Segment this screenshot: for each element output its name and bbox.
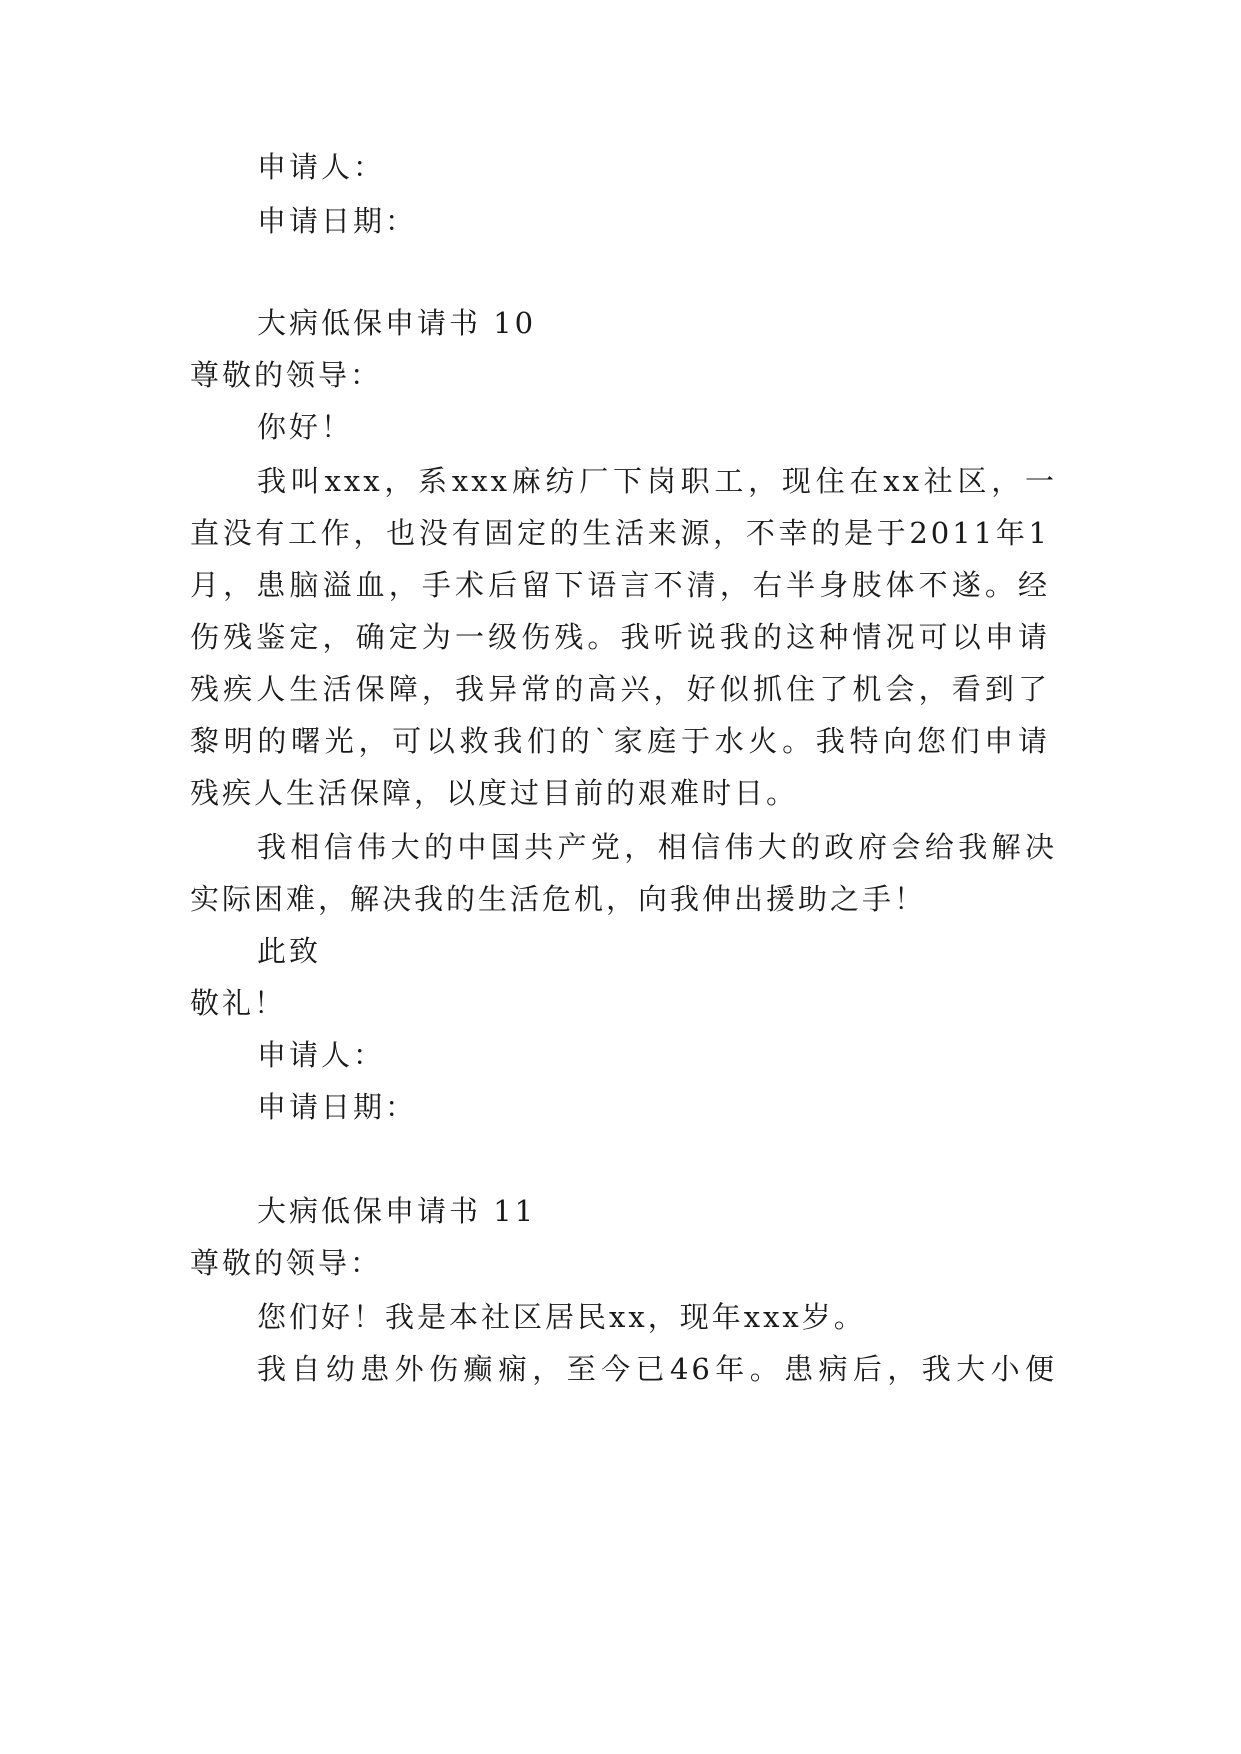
application-date-label: 申请日期： [257,204,418,238]
applicant-label: 申请人： [257,150,386,184]
body-line: 实际困难，解决我的生活危机，向我伸出援助之手！ [190,882,927,916]
body-line: 残疾人生活保障，我异常的高兴，好似抓住了机会，看到了 [190,672,1050,706]
section-heading: 大病低保申请书 11 [257,1194,537,1228]
applicant-label: 申请人： [257,1038,386,1072]
body-line: 我叫xxx，系xxx麻纺厂下岗职工，现住在xx社区，一 [257,464,1057,498]
body-line: 您们好！我是本社区居民xx，现年xxx岁。 [257,1300,866,1334]
body-line: 月，患脑溢血，手术后留下语言不清，右半身肢体不遂。经 [190,568,1050,602]
body-line: 我相信伟大的中国共产党，相信伟大的政府会给我解决 [257,830,1057,864]
body-line: 我自幼患外伤癫痫，至今已46年。患病后，我大小便 [257,1352,1057,1386]
body-line: 黎明的曙光，可以救我们的`家庭于水火。我特向您们申请 [190,724,1050,758]
section-heading: 大病低保申请书 10 [257,306,537,340]
closing-line: 此致 [257,934,322,968]
body-line: 伤残鉴定，确定为一级伤残。我听说我的这种情况可以申请 [190,620,1050,654]
salutation: 尊敬的领导： [190,1246,383,1280]
application-date-label: 申请日期： [257,1090,418,1124]
closing-line: 敬礼！ [190,986,287,1020]
body-line: 直没有工作，也没有固定的生活来源，不幸的是于2011年1 [190,516,1050,550]
greeting: 你好！ [257,410,354,444]
body-line: 残疾人生活保障，以度过目前的艰难时日。 [190,776,799,810]
salutation: 尊敬的领导： [190,358,383,392]
